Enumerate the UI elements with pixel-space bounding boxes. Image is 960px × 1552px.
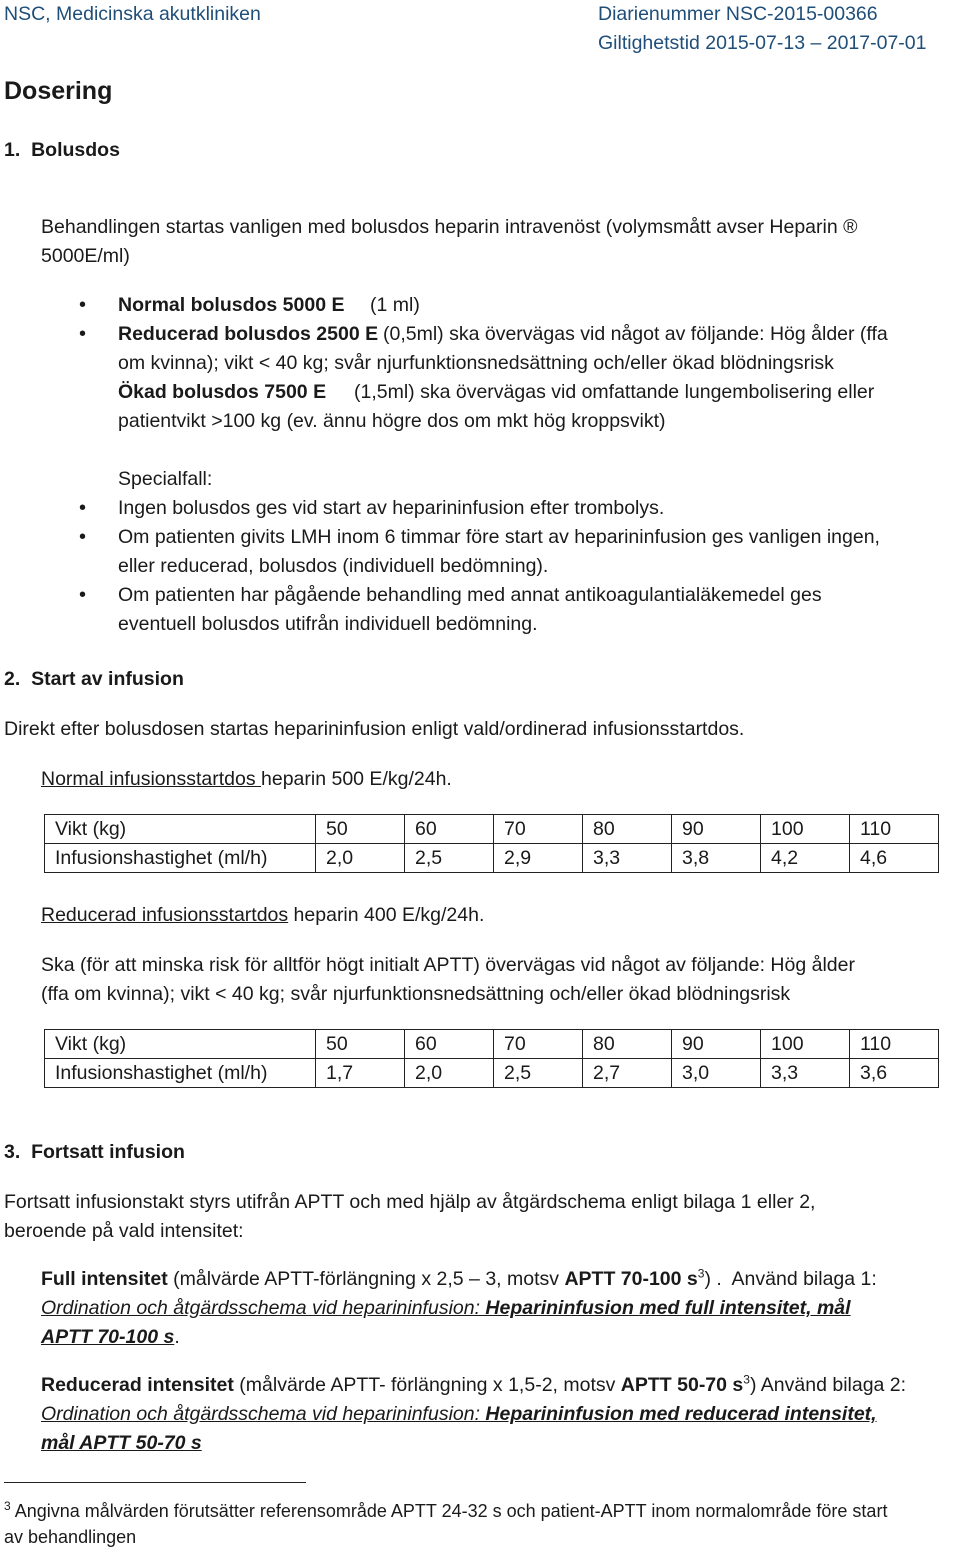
table-cell: 2,5 — [494, 1059, 583, 1088]
table-cell: Vikt (kg) — [45, 1030, 316, 1059]
reduced-intensity-line2[interactable]: Ordination och åtgärdsschema vid heparininfusion: Heparininfusion med reducerad intensitet, — [41, 1403, 877, 1425]
table-cell: 4,6 — [850, 844, 939, 873]
table-row — [45, 815, 939, 844]
table-row — [45, 844, 939, 873]
reduced-startdos-label: Reducerad infusionsstartdos heparin 400 E/kg/24h. — [41, 904, 485, 926]
table-cell: 60 — [405, 1030, 494, 1059]
reduced-text-line2: (ffa om kvinna); vikt < 40 kg; svår njurfunktionsnedsättning och/eller ökad blödningsrisk — [41, 983, 791, 1005]
bolus-intro-line1: Behandlingen startas vanligen med bolusdos heparin intravenöst (volymsmått avser Heparin ® — [41, 216, 858, 238]
special-case-label: Specialfall: — [118, 468, 213, 490]
section-heading-start-infusion: 2. Start av infusion — [4, 668, 184, 690]
table-cell: 110 — [850, 1030, 939, 1059]
table-cell: 1,7 — [316, 1059, 405, 1088]
table-cell: 3,0 — [672, 1059, 761, 1088]
fortsatt-intro-line1: Fortsatt infusionstakt styrs utifrån APTT och med hjälp av åtgärdschema enligt bilaga 1 eller 2, — [4, 1191, 816, 1213]
header-diarienummer: Diarienummer NSC-2015-00366 — [598, 3, 878, 25]
table-cell: 100 — [761, 815, 850, 844]
footnote-separator — [4, 1482, 306, 1483]
table-reduced-startdos — [44, 1029, 939, 1088]
full-intensity-line2[interactable]: Ordination och åtgärdsschema vid heparininfusion: Heparininfusion med full intensitet, mål — [41, 1297, 851, 1319]
table-cell: 4,2 — [761, 844, 850, 873]
table-cell: 3,6 — [850, 1059, 939, 1088]
table-cell: 50 — [316, 1030, 405, 1059]
header-giltighetstid: Giltighetstid 2015-07-13 – 2017-07-01 — [598, 32, 927, 54]
table-cell: 60 — [405, 815, 494, 844]
table-cell: 2,7 — [583, 1059, 672, 1088]
section-heading-bolusdos: 1. Bolusdos — [4, 139, 120, 161]
table-cell: 2,5 — [405, 844, 494, 873]
table-cell: 80 — [583, 1030, 672, 1059]
full-intensity-line1: Full intensitet (målvärde APTT-förlängning x 2,5 – 3, motsv APTT 70-100 $s^3$) . Använd bilaga 1: — [41, 1266, 877, 1290]
table-cell: 2,0 — [316, 844, 405, 873]
reduced-text-line1: Ska (för att minska risk för alltför högt initialt APTT) övervägas vid något av följande: Hög ålder — [41, 954, 855, 976]
full-intensity-line3[interactable]: APTT 70-100 s. — [41, 1326, 180, 1348]
table-cell: 70 — [494, 815, 583, 844]
infusion-intro: Direkt efter bolusdosen startas heparininfusion enligt vald/ordinerad infusionsstartdos. — [4, 718, 745, 740]
table-cell: 110 — [850, 815, 939, 844]
section-heading-fortsatt-infusion: 3. Fortsatt infusion — [4, 1141, 185, 1163]
table-cell: Infusionshastighet (ml/h) — [45, 844, 316, 873]
table-cell: 2,0 — [405, 1059, 494, 1088]
table-row — [45, 1059, 939, 1088]
table-cell: 3,3 — [761, 1059, 850, 1088]
table-cell: 2,9 — [494, 844, 583, 873]
table-cell: 70 — [494, 1030, 583, 1059]
footnote-line2: av behandlingen — [4, 1527, 137, 1547]
table-cell: 3,8 — [672, 844, 761, 873]
footnote-line1: $^3$ Angivna målvärden förutsätter referensområde APTT 24-32 s och patient-APTT inom normalområde före start — [4, 1499, 888, 1521]
reduced-intensity-line3[interactable]: mål APTT 50-70 s — [41, 1432, 202, 1454]
table-cell: 80 — [583, 815, 672, 844]
table-normal-startdos — [44, 814, 939, 873]
normal-startdos-label: Normal infusionsstartdos heparin 500 E/kg/24h. — [41, 768, 452, 790]
table-cell: Infusionshastighet (ml/h) — [45, 1059, 316, 1088]
table-cell: 50 — [316, 815, 405, 844]
header-clinic: NSC, Medicinska akutkliniken — [4, 3, 261, 25]
table-cell: 90 — [672, 815, 761, 844]
table-row — [45, 1030, 939, 1059]
fortsatt-intro-line2: beroende på vald intensitet: — [4, 1220, 244, 1242]
page-title: Dosering — [4, 77, 113, 105]
table-cell: 100 — [761, 1030, 850, 1059]
bolus-intro-line2: 5000E/ml) — [41, 245, 130, 267]
table-cell: Vikt (kg) — [45, 815, 316, 844]
table-cell: 90 — [672, 1030, 761, 1059]
table-cell: 3,3 — [583, 844, 672, 873]
reduced-intensity-line1: Reducerad intensitet (målvärde APTT- förlängning x 1,5-2, motsv APTT 50-70 $s^3$) Använd bilaga 2: — [41, 1372, 907, 1396]
